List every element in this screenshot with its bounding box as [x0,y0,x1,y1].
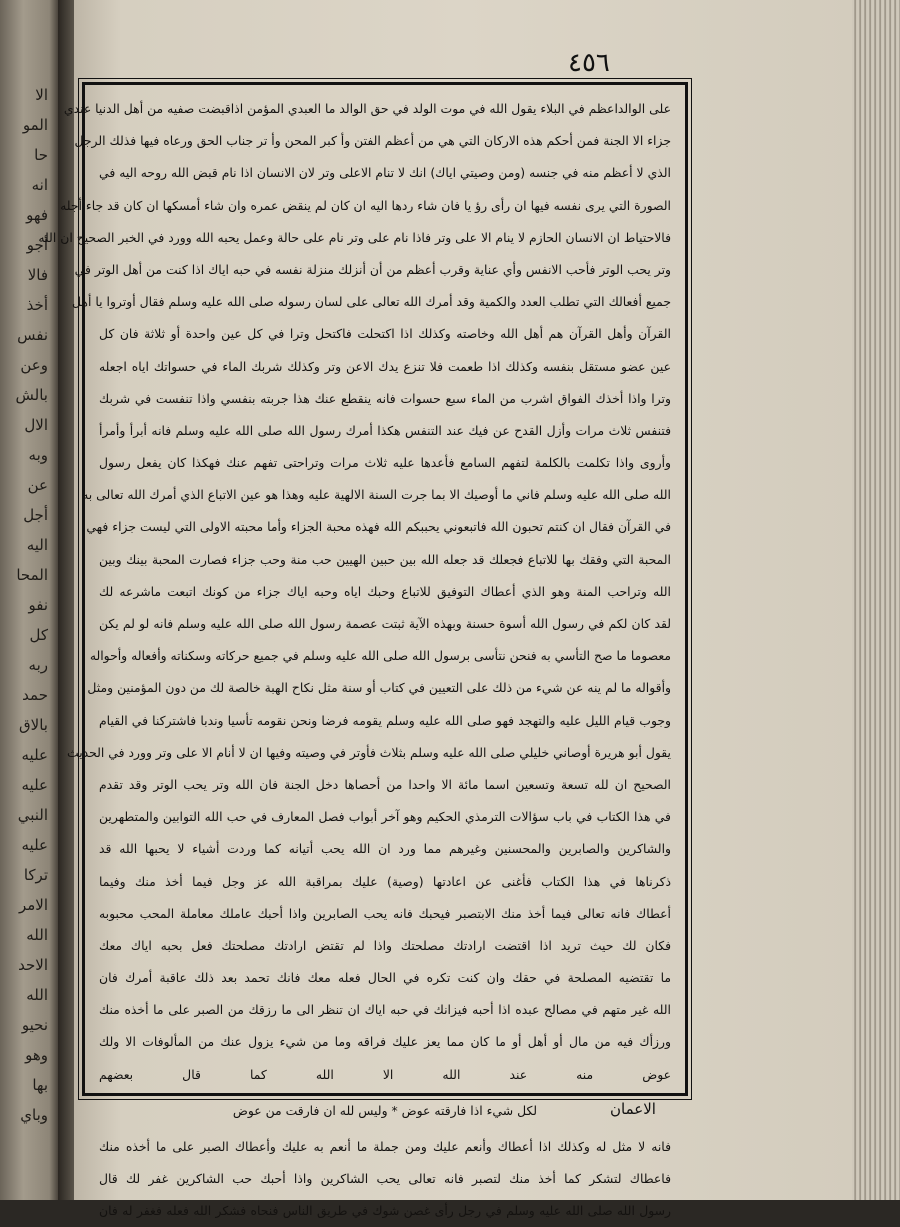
left-page-fragment: الا [35,86,48,104]
text-line: فالاحتياط ان الانسان الحازم لا ينام الا على وتر فاذا نام على وتر نام على حالة وعمل يحبه الله وورد في الخبر الصحيح ان الله [38,229,671,245]
left-page-fragment: حا [34,146,48,164]
text-line: فتنفس ثلاث مرات وأزل القدح عن فيك عند التنفس هكذا أمرك رسول الله صلى الله عليه وسلم فانه أبرأ وأمرأ [99,422,671,438]
text-line: رسول الله صلى الله عليه وسلم في رجل رأى غصن شوك في طريق الناس فنحاه فشكر الله فعله فغفر له فان [99,1203,671,1219]
text-line: الصورة التي يرى نفسه فيها ان رأى رؤ يا فان شاء ردها اليه ان كان لم ينقض عمره وان شاء أمسكها ان كان قد جاء أجله [60,197,671,213]
poem-verse: لكل شيء اذا فارقته عوض * وليس لله ان فارقت من عوض [232,1102,538,1118]
page-edges [852,0,900,1200]
left-page-fragment: وعن [20,356,48,374]
left-page-fragment: فالا [27,266,48,284]
page-number: ٤٥٦ [568,48,610,78]
left-page-fragment: نفس [17,326,48,344]
left-page-fragment: المو [22,116,48,134]
left-facing-page [0,0,58,1200]
left-page-fragment: ربه [28,656,48,674]
text-line: ذكرناها في هذا الكتاب فأغنى عن اعادتها (وصية) عليك بمراقبة الله عز وجل فيما أخذ منك وفيما [99,873,671,889]
text-line: ما تقتضيه المصلحة في حقك وان كنت تكره في الحال فعله معك فانك تحمد بعد ذلك عاقبة أمرك فان [99,970,671,986]
left-page-fragment: أخذ [26,296,48,314]
catchword: الاعمان [610,1100,656,1118]
left-page-fragment: بالش [15,386,48,404]
text-line: وجوب قيام الليل عليه والتهجد فهو صلى الله عليه وسلم يقومه فرضا ونحن نقومه تأسيا وندبا فاشتركنا في القيام [99,712,671,728]
left-page-fragment: أجو [26,236,48,254]
left-page-fragment: النبي [17,806,48,824]
text-line: أعطاك فانه تعالى فيما أخذ منك الابتصبر فيحبك فانه يحب الصابرين واذا أحبك عاملك معاملة المحب محبوبه [99,905,671,921]
left-page-fragment: بالاق [19,716,48,734]
text-line: جزاء الا الجنة فمن أحكم هذه الاركان التي هي من أعظم الفتن وأ كبر المحن وأ تر جناب الحق ورعاه فيها فذلك الرجل [74,133,671,149]
text-line: على الوالداعظم في البلاء يقول الله في موت الولد في حق الوالد ما العبدي المؤمن اذاقبضت صفيه من أهل الدنيا عندي [63,101,671,116]
text-line: الله وتراحب المنة وهو الذي أعطاك التوفيق للاتباع وحبك اياه وحبه اياك جزاء من كونك اتبعت ماشرعه لك [99,583,671,599]
text-line: عوض منه عند الله الا الله كما قال بعضهم [99,1066,671,1082]
text-line: فكان لك حيث تريد اذا اقتضت ارادتك مصلحتك واذا لم تقتض ارادتك مصلحتك فعل بحبه اياك معك [99,937,671,953]
left-page-fragment: عليه [21,776,48,794]
text-line: معصوما ما صح التأسي به فنحن نتأسى برسول الله صلى الله عليه وسلم في جميع حركاته وسكناته وأفعاله وأحواله [89,648,671,664]
left-page-fragment: وبه [28,446,48,464]
text-line: جميع أفعالك التي تطلب العدد والكمية وقد أمرك الله تعالى على لسان رسوله صلى الله عليه وسلم فقال أوتروا يا أهل [72,294,671,310]
left-page-fragment: الله [26,986,48,1004]
left-page-fragment: تركا [23,866,48,884]
left-page-fragment: حمد [22,686,48,704]
left-page-fragment: انه [31,176,48,194]
left-page-fragment: نفو [28,596,48,614]
text-line: القرآن وأهل القرآن هم أهل الله وخاصته وكذلك اذا اكتحلت فاكتحل وترا في كل عين واحدة أو ثلاثة فان كل [99,326,671,342]
text-line: عين عضو مستقل بنفسه وكذلك اذا طعمت فلا تنزع يدك الاعن وتر وكذلك شربك الماء في حسواتك اياه اجعله [99,358,671,374]
text-line: وترا واذا أخذك الفواق اشرب من الماء سبع حسوات فانه ينقطع عنك هذا جربته بنفسي واذا تنفست في شربك [99,390,671,406]
left-page-fragment: الامر [18,896,48,914]
left-page-fragment: المحا [16,566,48,584]
book-gutter [58,0,74,1200]
text-line: في هذا الكتاب في باب سؤالات الترمذي الحكيم وهو آخر أبواب فصل المعارف في حب الله التوابين والمتطهرين [99,809,671,825]
left-page-fragment: عن [27,476,48,494]
left-page-fragment: الله [26,926,48,944]
left-page-fragment: عليه [21,746,48,764]
text-line: لقد كان لكم في رسول الله أسوة حسنة وبهذه الآية ثبتت عصمة رسول الله صلى الله عليه وسلم فانه لو لم يكن [99,616,671,631]
text-line: وتر يحب الوتر فأحب الانفس وأي عناية وقرب أعظم من أن أنزلك منزلة نفسه في حبه اياك اذا كنت من أهل الوتر في [74,261,671,277]
text-line: الله غير متهم في مصالح عبده اذا أحبه فيزانك في حبه اياك ان تنظر الى ما رزقك من الصبر على ما أخذه منك [99,1002,671,1018]
left-page-fragment: الال [24,416,48,434]
left-page-fragment: أجل [23,506,48,524]
left-page-fragment: نحيو [21,1016,48,1034]
text-line: وأقواله ما لم ينه عن شيء من ذلك على التعيين في كتاب أو سنة مثل نكاح الهبة خالصة لك من دون المؤمنين ومثل [87,680,671,696]
text-line: الصحيح ان لله تسعة وتسعين اسما مائة الا واحدا من أحصاها دخل الجنة فان الله وتر يحب الوتر وقد تقدم [99,776,671,792]
left-page-fragment: الاحد [18,956,48,974]
left-page-fragment: كل [29,626,48,644]
left-page-fragment: عليه [21,836,48,854]
left-page-fragment: وهو [25,1046,48,1064]
text-line: في القرآن فقال ان كنتم تحبون الله فاتبعوني يحببكم الله فهذه محبة الجزاء وأما محبته الاولى التي ليست جزاء فهي [86,519,671,535]
text-line: فانه لا مثل له وكذلك اذا أعطاك وأنعم عليك ومن جملة ما أنعم به عليك وأعطاك الصبر على ما أخذه منك [99,1138,671,1154]
left-page-fragment: فهو [26,206,48,224]
text-line: والشاكرين والصابرين والمحسنين وغيرهم مما ورد ان الله يحب أتيانه كما وردت أشياء لا يحبها الله قد [99,841,671,857]
paragraph-after-poem [99,1131,671,1227]
text-line: الذي لا أعظم منه في جنسه (ومن وصيتي اياك) انك لا تنام الاعلى وتر لان الانسان اذا نام قبض الله روحه اليه في [99,165,671,181]
text-line: يقول أبو هريرة أوصاني خليلي صلى الله عليه وسلم بثلاث فأوتر في وصيته وفيها ان لا أنام الا على وتر وورد في الحديث [67,744,671,760]
text-line: وأروى واذا تكلمت بالكلمة لتفهم السامع فأعدها عليه ثلاث مرات وتراحتى تفهم عنك فهكذا كان يفعل رسول [99,455,671,471]
left-page-fragment: بها [32,1076,48,1094]
text-line: ورزأك فيه من مال أو أهل أو ما كان مما يعز عليك فراقه وما من شيء يزول عنك من المألوفات الا ولك [99,1034,671,1050]
text-line: الله صلى الله عليه وسلم فاني ما أوصيك الا بما جرت السنة الالهية عليه وهذا هو عين الاتباع الذي أمرك الله تعالى به [82,487,671,503]
left-page-fragment: اليه [26,536,48,554]
text-line: فاعطاك لتشكر كما أخذ منك لتصبر فانه تعالى يحب الشاكرين واذا أحبك حب الشاكرين غفر لك قال [99,1171,671,1186]
text-line: المحبة التي وفقك بها للاتباع فجعلك قد جعله الله بين حبين الهيين حب منة وحب جزاء فصارت المحبة بينك وبين [99,551,671,567]
left-page-fragment: وباي [20,1106,48,1124]
